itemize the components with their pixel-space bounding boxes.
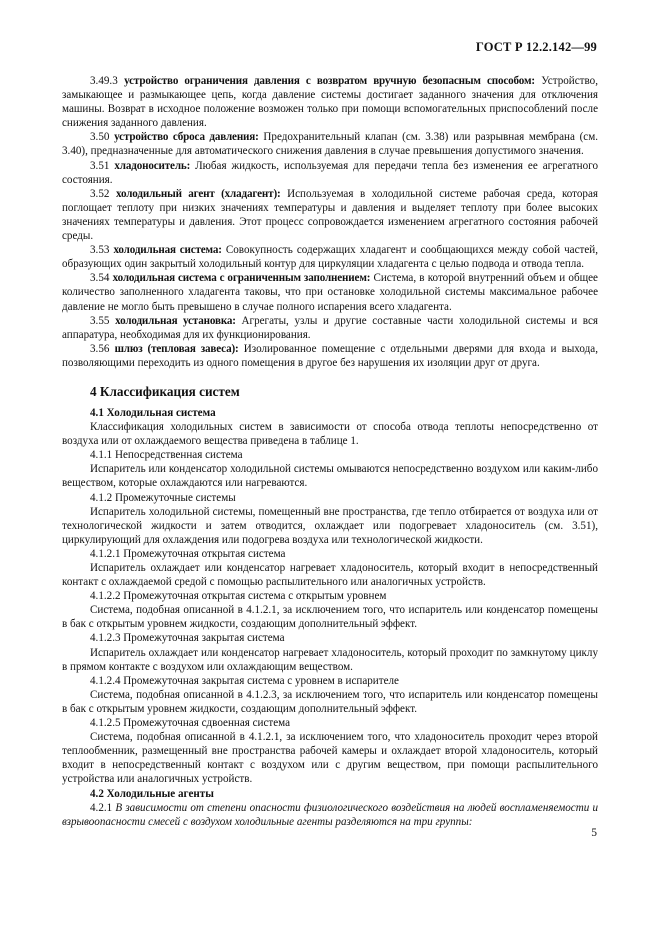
clause-heading: 4.1.2.4 Промежуточная закрытая система с уровнем в испарителе — [90, 674, 399, 687]
paragraph: Система, подобная описанной в 4.1.2.3, за исключением того, что испаритель или конденсатор помещены в бак с открытым уровнем жидкости, создающим дополнительный эффект. — [62, 688, 598, 715]
paragraph: Испаритель или конденсатор холодильной системы омываются непосредственно воздухом или каким-либо веществом, которые охлаждаются или нагреваются. — [62, 463, 598, 490]
definition-term: холодильный агент (хладагент): — [115, 187, 281, 200]
subsection-heading: 4.1 Холодильная система — [90, 406, 216, 419]
clause-heading: 4.1.2.5 Промежуточная сдвоенная система — [90, 717, 291, 730]
clause-heading: 4.1.2.1 Промежуточная открытая система — [90, 547, 286, 560]
definition-term: шлюз (тепловая завеса): — [114, 342, 239, 355]
definition-3-55: 3.55 холодильная установка: Агрегаты, узлы и другие составные части холодильной системы и вся аппаратура, необходимая для их функционирования. — [62, 314, 598, 341]
page-content — [62, 74, 598, 829]
clause-heading: 4.1.1 Непосредственная система — [90, 449, 243, 462]
definition-3-56: 3.56 шлюз (тепловая завеса): Изолированное помещение с отдельными дверями для входа и выхода, позволяющими переходить из одного помещения в другое без нарушения их изоляции друг от друга. — [62, 342, 598, 369]
definition-3-53: 3.53 холодильная система: Совокупность содержащих хладагент и сообщающихся между собой частей, образующих один закрытый холодильный контур для циркуляции хладагента с целью подвода и отвода тепла. — [62, 244, 598, 271]
definition-term: хладоноситель: — [114, 159, 191, 172]
subsection-heading: 4.2 Холодильные агенты — [90, 787, 214, 800]
paragraph: 4.2.1 В зависимости от степени опасности физиологического воздействия на людей воспламеняемости и взрывоопасности смесей с воздухом холодильные агенты разделяются на три группы: — [62, 801, 598, 828]
definition-term: устройство ограничения давления с возвратом вручную безопасным способом: — [124, 75, 535, 87]
paragraph: Система, подобная описанной в 4.1.2.1, за исключением того, что испаритель или конденсатор помещены в бак с открытым уровнем жидкости, создающим дополнительный эффект. — [62, 604, 598, 631]
italic-text: В зависимости от степени опасности физиологического воздействия на людей воспламеняемости и взрывоопасности смесей с воздухом холодильные агенты разделяются на три группы: — [62, 801, 598, 828]
paragraph: Испаритель охлаждает или конденсатор нагревает хладоноситель, который проходит по замкнутому циклу в прямом контакте с воздухом или охлаждающим веществом. — [62, 646, 598, 673]
definition-term: холодильная система с ограниченным заполнением: — [112, 272, 371, 285]
paragraph: Испаритель холодильной системы, помещенный вне пространства, где тепло отбирается от воздуха или от технологической жидкости и затем отводится, охлаждает или подогревает хладоноситель (см. 3.51), циркулирующий для охлаждения или подогрева воздуха или технологической жидкости. — [62, 505, 598, 546]
definition-3-50: 3.50 устройство сброса давления: Предохранительный клапан (см. 3.38) или разрывная мембрана (см. 3.40), предназначенные для автоматического снижения давления в случае превышения допустимого значения. — [62, 131, 598, 158]
paragraph: Испаритель охлаждает или конденсатор нагревает хладоноситель, который входит в непосредственный контакт с охлаждаемой средой с помощью распылительного или аналогичных устройств. — [62, 562, 598, 589]
paragraph: Классификация холодильных систем в зависимости от способа отвода теплоты непосредственно от воздуха или от охлаждаемого вещества приведена в таблице 1. — [62, 421, 598, 448]
definition-3-54: 3.54 холодильная система с ограниченным заполнением: Система, в которой внутренний объем и общее количество заполненного хладагента таковы, что при остановке холодильной системы максимальное рабочее давление не могло быть превышено в случае полного испарения всего хладагента. — [62, 272, 598, 313]
clause-heading: 4.1.2 Промежуточные системы — [90, 491, 236, 504]
clause-heading: 4.1.2.2 Промежуточная открытая система с открытым уровнем — [90, 590, 387, 603]
definition-3-51: 3.51 хладоноситель: Любая жидкость, используемая для передачи тепла без изменения ее агрегатного состояния. — [62, 159, 598, 186]
clause-heading: 4.1.2.3 Промежуточная закрытая система — [90, 632, 285, 645]
paragraph: Система, подобная описанной в 4.1.2.1, за исключением того, что хладоноситель проходит через второй теплообменник, размещенный вне пространства рабочей камеры и охлаждает второй хладоноситель, который входит в непосредственный контакт с воздухом или с другим веществом, при помощи распылительного устройства или аналогичных устройств. — [62, 731, 598, 786]
definition-term: холодильная установка: — [115, 314, 236, 327]
document-header: ГОСТ Р 12.2.142—99 — [475, 40, 597, 54]
section-title: 4 Классификация систем — [90, 383, 240, 399]
page-number: 5 — [591, 827, 597, 839]
definition-3-49-3: 3.49.3 устройство ограничения давления с возвратом вручную безопасным способом: Устройство, замыкающее и размыкающее цепь, когда давление системы достигает заданного значения для отключения машины. Возврат в исходное положение возможен только при помощи вспомогательных приспособлений после снижения заданного давления. — [62, 75, 598, 130]
definition-term: устройство сброса давления: — [114, 131, 259, 144]
definition-3-52: 3.52 холодильный агент (хладагент): Используемая в холодильной системе рабочая среда, которая поглощает теплоту при низких значениях температуры и давления и выделяет теплоту при более высоких значениях температуры и давления. Этот процесс сопровождается изменением агрегатного состояния рабочей среды. — [62, 187, 599, 243]
definition-term: холодильная система: — [113, 244, 222, 257]
